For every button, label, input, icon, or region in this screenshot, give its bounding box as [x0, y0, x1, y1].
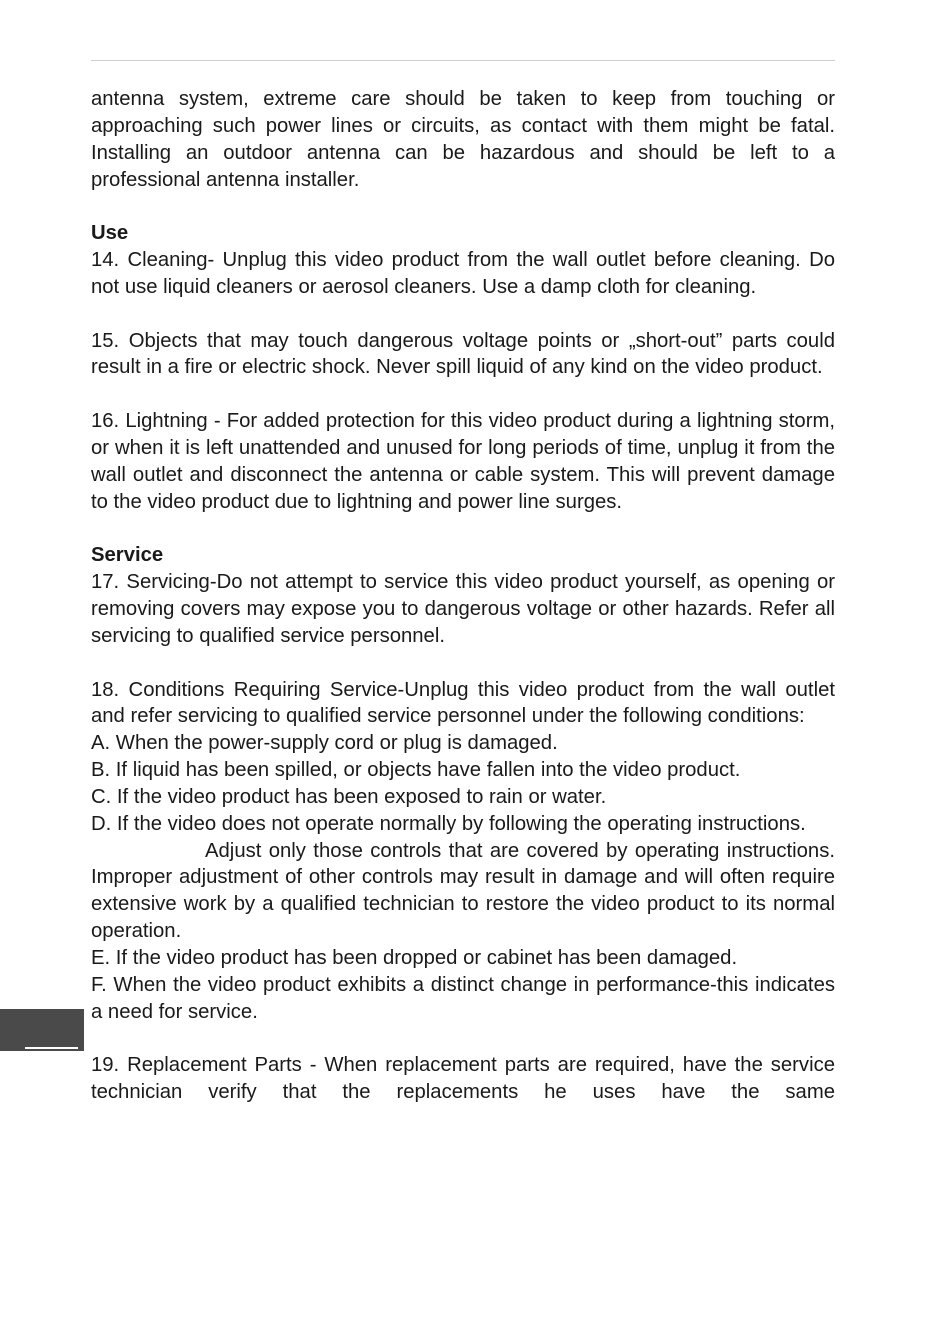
item-15-objects: 15. Objects that may touch dangerous voltage points or „short-out” parts could result in a fire or electric shock. Never spill liquid of any kind on the video product.	[91, 329, 835, 379]
paragraph-gap	[91, 516, 835, 543]
item-18-b: B. If liquid has been spilled, or objects have fallen into the video product.	[91, 759, 741, 782]
side-tab-underline	[25, 1047, 78, 1049]
use-heading: Use	[91, 222, 129, 245]
item-18-a: A. When the power-supply cord or plug is damaged.	[91, 732, 558, 755]
item-18-conditions: 18. Conditions Requiring Service-Unplug this video product from the wall outlet and refer servicing to qualified service personnel under the following conditions:	[91, 678, 835, 728]
item-16-lightning: 16. Lightning - For added protection for this video product during a lightning storm, or when it is left unattended and unused for long periods of time, unplug it from the wall outlet and disconnect the antenna or cable system. This will prevent damage to the video product due to lightning and power line surges.	[91, 410, 835, 513]
page-body	[91, 86, 835, 1106]
item-18-d-note: Adjust only those controls that are covered by operating instructions. Improper adjustment of other controls may result in damage and will often require extensive work by a qualified technician to restore the video product to its normal operation.	[91, 839, 835, 943]
item-18-e: E. If the video product has been dropped or cabinet has been damaged.	[91, 947, 738, 969]
item-18-d: D. If the video does not operate normally by following the operating instructions.	[91, 812, 806, 835]
service-heading: Service	[91, 544, 164, 567]
page-side-tab	[0, 1009, 84, 1051]
item-18-c: C. If the video product has been exposed to rain or water.	[91, 785, 607, 808]
item-19-replacement-parts: 19. Replacement Parts - When replacement parts are required, have the service technician verify that the replacements he uses have the same	[91, 1054, 835, 1104]
item-18-f: F. When the video product exhibits a distinct change in performance-this indicates a need for service.	[91, 973, 835, 1023]
header-rule	[91, 60, 835, 61]
paragraph-gap	[91, 301, 835, 328]
paragraph-gap	[91, 1026, 835, 1053]
item-14-cleaning: 14. Cleaning- Unplug this video product from the wall outlet before cleaning. Do not use liquid cleaners or aerosol cleaners. Use a damp cloth for cleaning.	[91, 249, 835, 298]
paragraph-gap	[91, 193, 835, 220]
paragraph-gap	[91, 650, 835, 677]
paragraph-gap	[91, 381, 835, 408]
item-17-servicing: 17. Servicing-Do not attempt to service this video product yourself, as opening or removing covers may expose you to dangerous voltage or other hazards. Refer all servicing to qualified service personnel.	[91, 571, 835, 647]
intro-paragraph: antenna system, extreme care should be taken to keep from touching or approaching such power lines or circuits, as contact with them might be fatal. Installing an outdoor antenna can be hazardous and should be left to a professional antenna installer.	[91, 88, 835, 191]
